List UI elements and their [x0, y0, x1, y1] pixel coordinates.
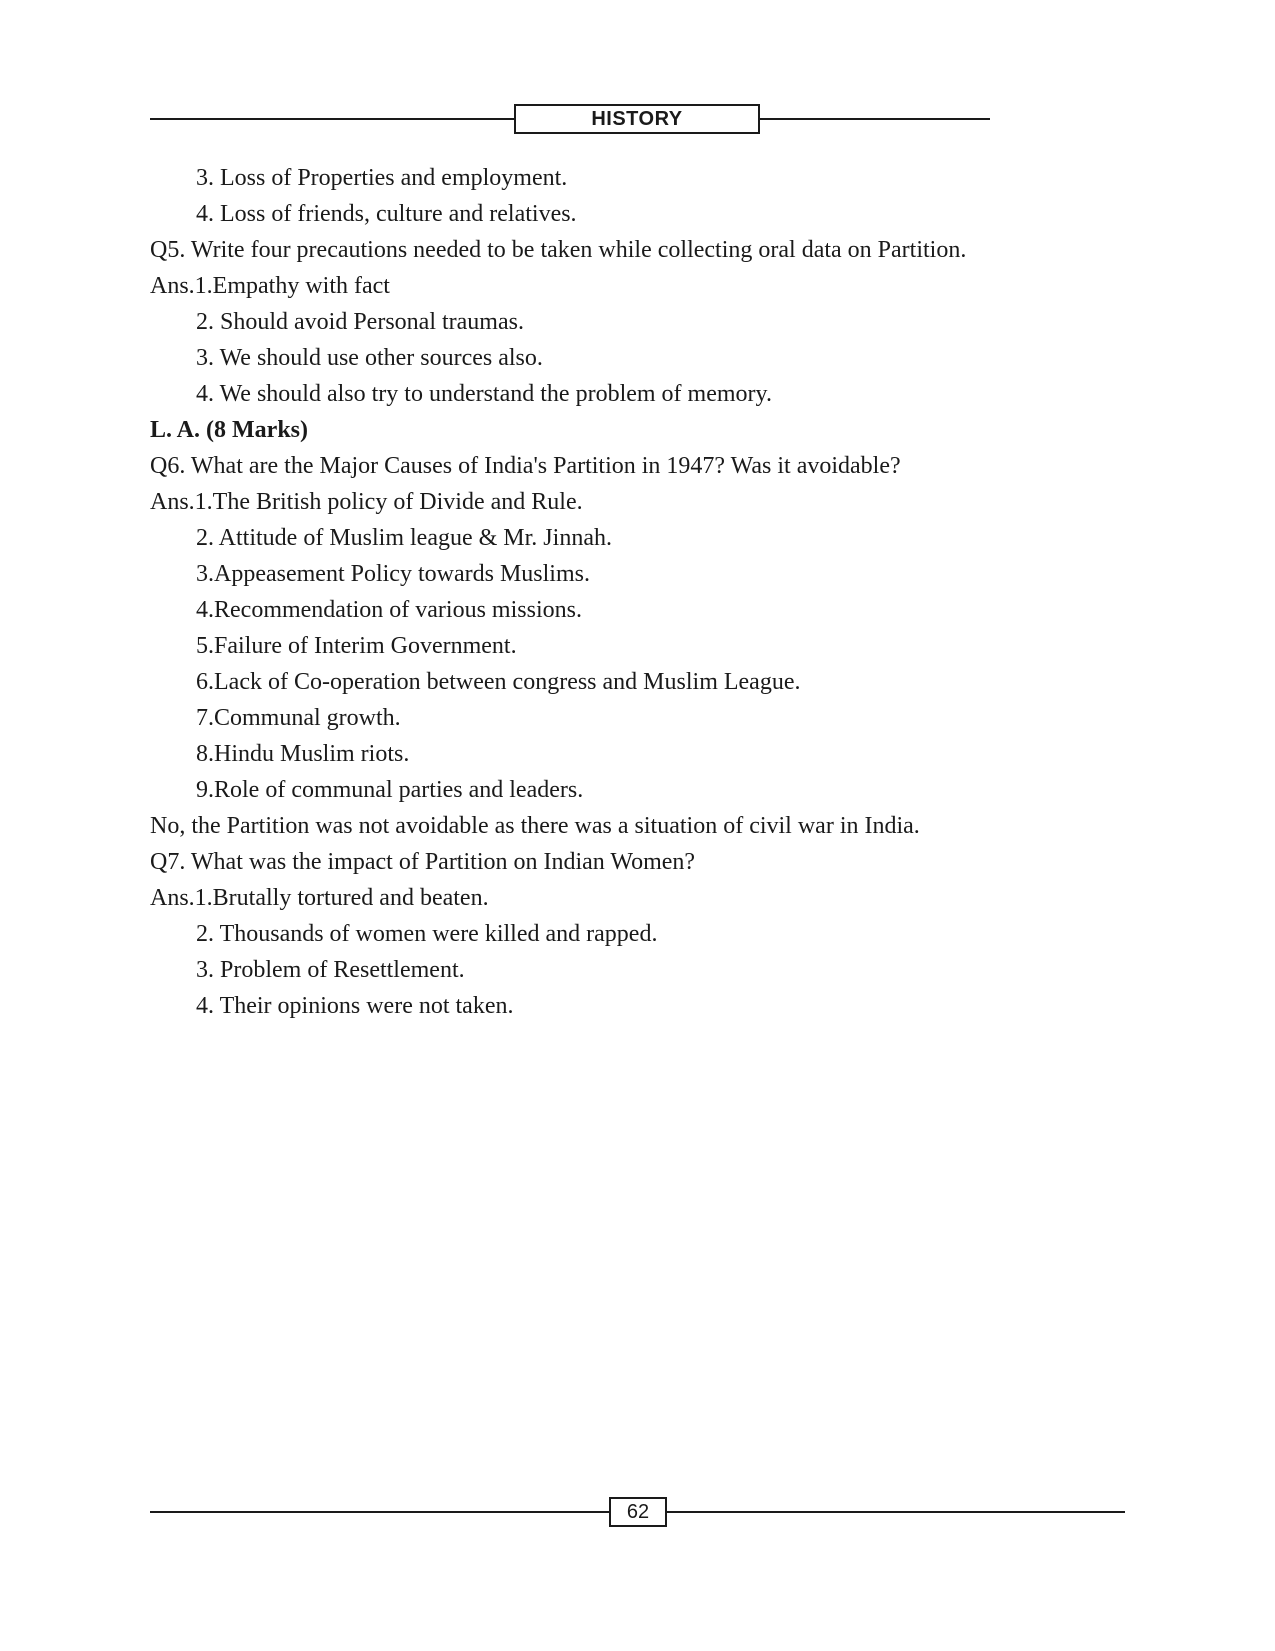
answer-item: 2. Should avoid Personal traumas. [196, 309, 524, 335]
question-q6: Q6. What are the Major Causes of India's Partition in 1947? Was it avoidable? [150, 453, 901, 479]
question-q7: Q7. What was the impact of Partition on Indian Women? [150, 849, 696, 875]
header-title: HISTORY [514, 104, 760, 134]
answer-start: Ans.1.Empathy with fact [150, 273, 390, 299]
answer-item: 6.Lack of Co-operation between congress and Muslim League. [196, 669, 801, 695]
page-number: 62 [609, 1497, 667, 1527]
answer-start: Ans.1.The British policy of Divide and Rule. [150, 489, 583, 515]
page-content [150, 160, 1150, 1024]
answer-item: 7.Communal growth. [196, 705, 401, 731]
answer-item: 5.Failure of Interim Government. [196, 633, 517, 659]
answer-item: 3.Appeasement Policy towards Muslims. [196, 561, 590, 587]
answer-start: Ans.1.Brutally tortured and beaten. [150, 885, 489, 911]
answer-item: 2. Attitude of Muslim league & Mr. Jinnah. [196, 525, 612, 551]
answer-item: 2. Thousands of women were killed and rapped. [196, 921, 658, 947]
answer-item: 4. We should also try to understand the problem of memory. [196, 381, 772, 407]
answer-item: 4.Recommendation of various missions. [196, 597, 582, 623]
answer-item: 3. Problem of Resettlement. [196, 957, 465, 983]
answer-item: 4. Loss of friends, culture and relatives. [196, 201, 577, 227]
question-q5: Q5. Write four precautions needed to be taken while collecting oral data on Partition. [150, 237, 967, 263]
answer-item: 4. Their opinions were not taken. [196, 993, 514, 1019]
section-heading: L. A. (8 Marks) [150, 417, 308, 443]
answer-item: 9.Role of communal parties and leaders. [196, 777, 584, 803]
answer-item: 8.Hindu Muslim riots. [196, 741, 410, 767]
answer-item: 3. We should use other sources also. [196, 345, 543, 371]
answer-item: 3. Loss of Properties and employment. [196, 165, 568, 191]
answer-conclusion: No, the Partition was not avoidable as there was a situation of civil war in India. [150, 813, 920, 839]
